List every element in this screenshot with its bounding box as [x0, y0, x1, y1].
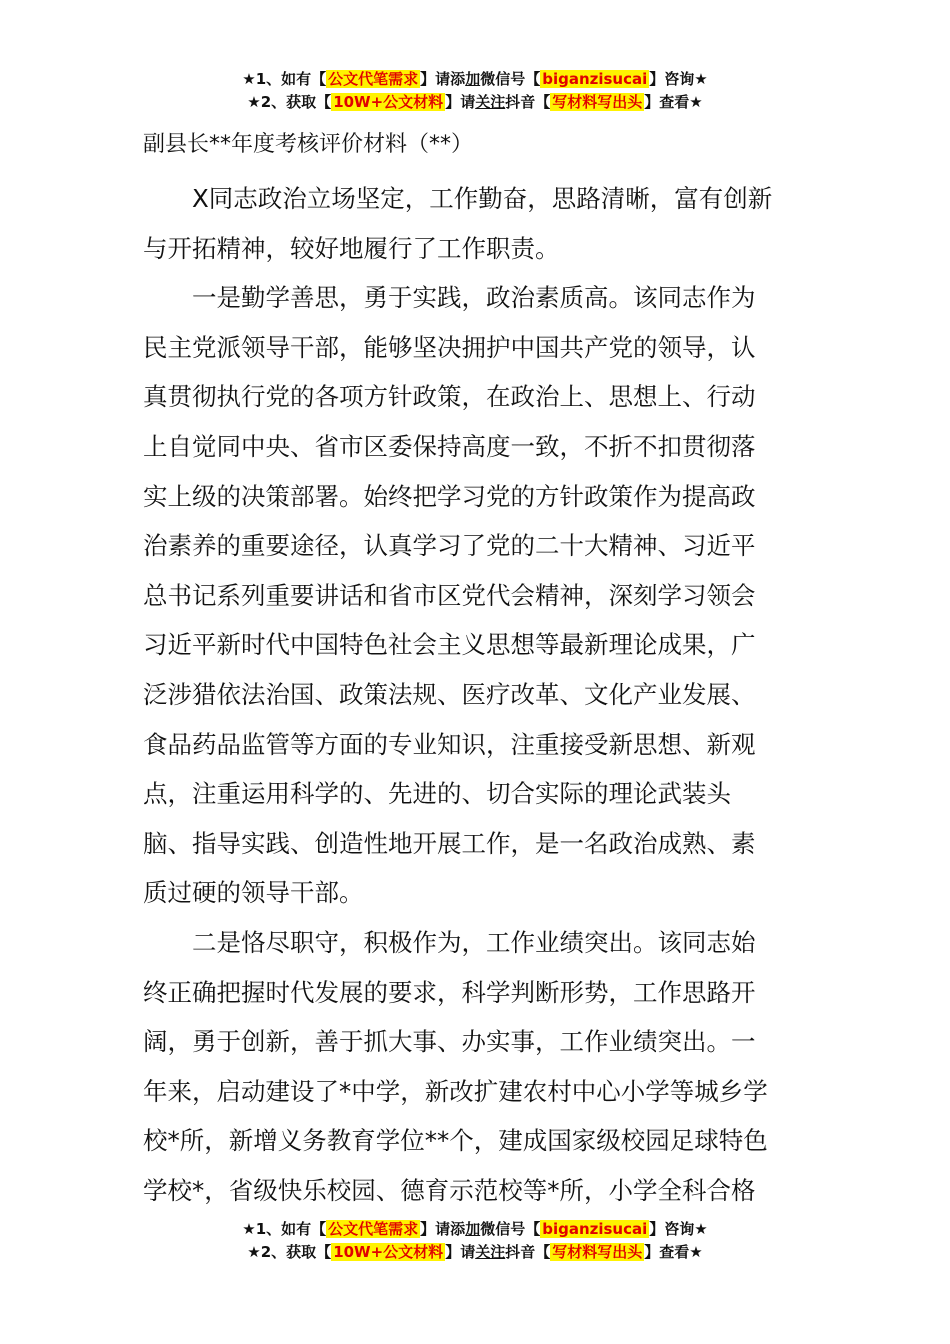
- promo-banner-bottom: [0, 1218, 950, 1264]
- text-line: X同志政治立场坚定，工作勤奋，思路清晰，富有创新: [192, 184, 773, 213]
- underlined-add: 加: [465, 70, 481, 88]
- promo-text: 微信号【: [480, 70, 541, 88]
- text-line: 真贯彻执行党的各项方针政策，在政治上、思想上、行动: [143, 382, 756, 412]
- highlight-materials: 10W+公文材料: [333, 93, 444, 111]
- promo-text: ★2、获取【: [247, 1243, 332, 1261]
- text-line: 民主党派领导干部，能够坚决拥护中国共产党的领导，认: [143, 332, 756, 362]
- text-line: 泛涉猎依法治国、政策法规、医疗改革、文化产业发展、: [143, 679, 756, 709]
- text-line: 一是勤学善思，勇于实践，政治素质高。该同志作为: [192, 283, 756, 313]
- highlight-wechat-id: biganzisucai: [542, 70, 648, 88]
- document-title: 副县长**年度考核评价材料（**）: [143, 132, 474, 157]
- text-line: 点，注重运用科学的、先进的、切合实际的理论武装头: [143, 779, 731, 809]
- promo-text: 】咨询★: [649, 1220, 708, 1238]
- text-line: 与开拓精神，较好地履行了工作职责。: [143, 233, 560, 263]
- text-line: 学校*，省级快乐校园、德育示范校等*所，小学全科合格: [143, 1175, 756, 1205]
- promo-text: 】查看★: [644, 93, 703, 111]
- text-line: 二是恪尽职守，积极作为，工作业绩突出。该同志始: [192, 927, 756, 957]
- promo-banner-top: [0, 68, 950, 114]
- promo-text: 】请: [445, 1243, 476, 1261]
- promo-text: 】请: [445, 93, 476, 111]
- promo-text: 微信号【: [480, 1220, 541, 1238]
- promo-text: 抖音【: [505, 93, 551, 111]
- text-line: 阔，勇于创新，善于抓大事、办实事，工作业绩突出。一: [143, 1027, 756, 1057]
- paragraph-political-quality: [143, 273, 807, 918]
- document-body: [143, 128, 807, 1215]
- highlight-materials: 10W+公文材料: [333, 1243, 444, 1261]
- promo-line-1: [0, 68, 950, 91]
- underlined-follow: 关注: [475, 1243, 506, 1261]
- promo-line-2: [0, 1241, 950, 1264]
- promo-text: 】请添: [420, 70, 466, 88]
- text-line: 终正确把握时代发展的要求，科学判断形势，工作思路开: [143, 977, 756, 1007]
- text-line: 治素养的重要途径，认真学习了党的二十大精神、习近平: [143, 531, 756, 561]
- promo-text: 抖音【: [505, 1243, 551, 1261]
- text-line: 食品药品监管等方面的专业知识，注重接受新思想、新观: [143, 729, 756, 759]
- promo-line-2: [0, 91, 950, 114]
- text-line: 习近平新时代中国特色社会主义思想等最新理论成果，广: [143, 630, 756, 660]
- highlight-wechat-id: biganzisucai: [542, 1220, 648, 1238]
- underlined-follow: 关注: [475, 93, 506, 111]
- text-line: 质过硬的领导干部。: [143, 878, 364, 908]
- highlight-douyin-id: 写材料写出头: [552, 93, 643, 111]
- text-line: 实上级的决策部署。始终把学习党的方针政策作为提高政: [143, 481, 756, 511]
- highlight-service: 公文代笔需求: [328, 70, 419, 88]
- paragraph-work-performance: [143, 918, 807, 1216]
- text-line: 校*所，新增义务教育学位**个，建成国家级校园足球特色: [143, 1126, 768, 1156]
- promo-text: 】查看★: [644, 1243, 703, 1261]
- highlight-service: 公文代笔需求: [328, 1220, 419, 1238]
- promo-text: 】请添: [420, 1220, 466, 1238]
- text-line: 总书记系列重要讲话和省市区党代会精神，深刻学习领会: [143, 580, 756, 610]
- promo-text: ★1、如有【: [242, 70, 327, 88]
- promo-text: 】咨询★: [649, 70, 708, 88]
- text-line: 脑、指导实践、创造性地开展工作，是一名政治成熟、素: [143, 828, 756, 858]
- underlined-add: 加: [465, 1220, 481, 1238]
- text-line: 上自觉同中央、省市区委保持高度一致，不折不扣贯彻落: [143, 431, 756, 461]
- promo-text: ★1、如有【: [242, 1220, 327, 1238]
- promo-line-1: [0, 1218, 950, 1241]
- text-line: 年来，启动建设了*中学，新改扩建农村中心小学等城乡学: [143, 1076, 768, 1106]
- promo-text: ★2、获取【: [247, 93, 332, 111]
- paragraph-intro: [143, 174, 807, 273]
- highlight-douyin-id: 写材料写出头: [552, 1243, 643, 1261]
